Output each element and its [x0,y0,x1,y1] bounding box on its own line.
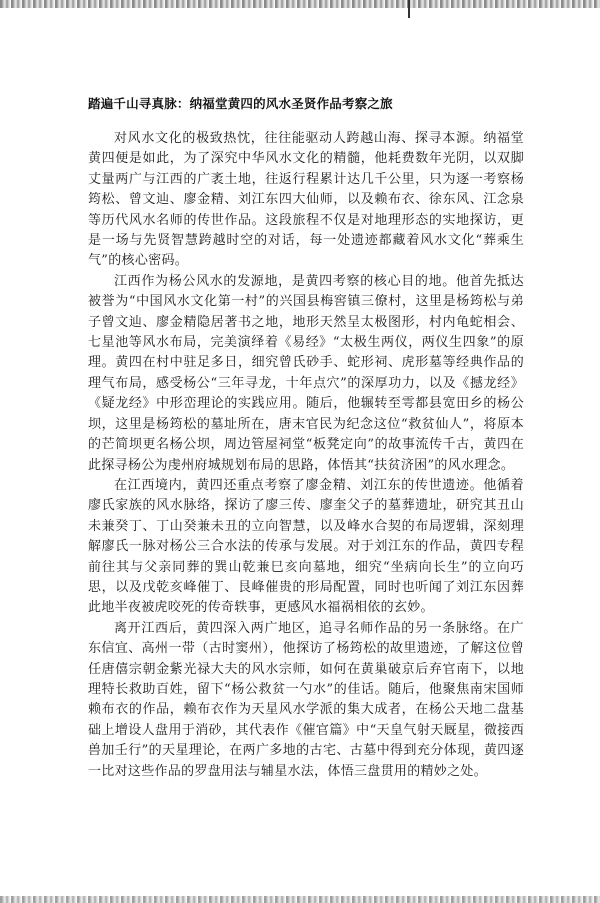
paragraph-4: 离开江西后，黄四深入两广地区，追寻名师作品的另一条脉络。在广东信宜、高州一带（古时窦州），他探访了杨筠松的故里遗迹，了解这位曾任唐僖宗朝金紫光禄大夫的风水宗师，如何在黄巢破京后弃官南下，以地理特长救助百姓，留下“杨公救贫一勺水”的佳话。随后，他聚焦南宋国师赖布衣的作品，赖布衣作为天星风水学派的集大成者，在杨公天地二盘基础上增设人盘用于消砂，其代表作《催官篇》中“天皇气射天厩星，微接西兽加壬行”的天星理论，在两广多地的古宅、古墓中得到充分体现，黄四逐一比对这些作品的罗盘用法与辅星水法，体悟三盘贯用的精妙之处。 [88,620,524,779]
paragraph-2: 江西作为杨公风水的发源地，是黄四考察的核心目的地。他首先抵达被誉为“中国风水文化第一村”的兴国县梅窖镇三僚村，这里是杨筠松与弟子曾文辿、廖金精隐居著书之地，地形天然呈太极图形，村内龟蛇相会、七星池等风水布局，完美演绎着《易经》“太极生两仪，两仪生四象”的原理。黄四在村中驻足多日，细究曾氏砂手、蛇形祠、虎形墓等经典作品的理气布局，感受杨公“三年寻龙，十年点穴”的深厚功力，以及《撼龙经》《疑龙经》中形峦理论的实践应用。随后，他辗转至雩都县宽田乡的杨公坝，这里是杨筠松的墓址所在，唐末官民为纪念这位“救贫仙人”，将原本的芒简坝更名杨公坝，周边管屋祠堂“板凳定向”的故事流传千古，黄四在此探寻杨公为虔州府城规划布局的思路，体悟其“扶贫济困”的风水理念。 [88,273,524,473]
scan-mark [408,0,410,18]
scan-edge-bottom [0,896,600,903]
document-page [88,95,524,782]
article-title: 踏遍千山寻真脉：纳福堂黄四的风水圣贤作品考察之旅 [88,96,393,111]
paragraph-1: 对风水文化的极致热忱，往往能驱动人跨越山海、探寻本源。纳福堂黄四便是如此，为了深究中华风水文化的精髓，他耗费数年光阴，以双脚丈量两广与江西的广袤土地，往返行程累计达几千公里，只为逐一考察杨筠松、曾文辿、廖金精、刘江东四大仙师，以及赖布衣、徐东风、江念泉等历代风水名师的传世作品。这段旅程不仅是对地理形态的实地探访，更是一场与先贤智慧跨越时空的对话，每一处遗迹都藏着风水文化“葬乘生气”的核心密码。 [88,131,524,269]
scan-edge-top [0,0,600,8]
paragraph-3: 在江西境内，黄四还重点考察了廖金精、刘江东的传世遗迹。他循着廖氏家族的风水脉络，探访了廖三传、廖奎父子的墓葬遗址，研究其丑山未兼癸丁、丁山癸兼未丑的立向智慧，以及峰水合契的布局逻辑，深刻理解廖氏一脉对杨公三合水法的传承与发展。对于刘江东的作品，黄四专程前往其与父亲同葬的巽山乾兼巳亥向墓地，细究“坐病向长生”的立向巧思，以及戊乾亥峰催丁、艮峰催贵的形局配置，同时也听闻了刘江东因葬此地半夜被虎咬死的传奇轶事，更感风水福祸相依的玄妙。 [88,477,524,616]
